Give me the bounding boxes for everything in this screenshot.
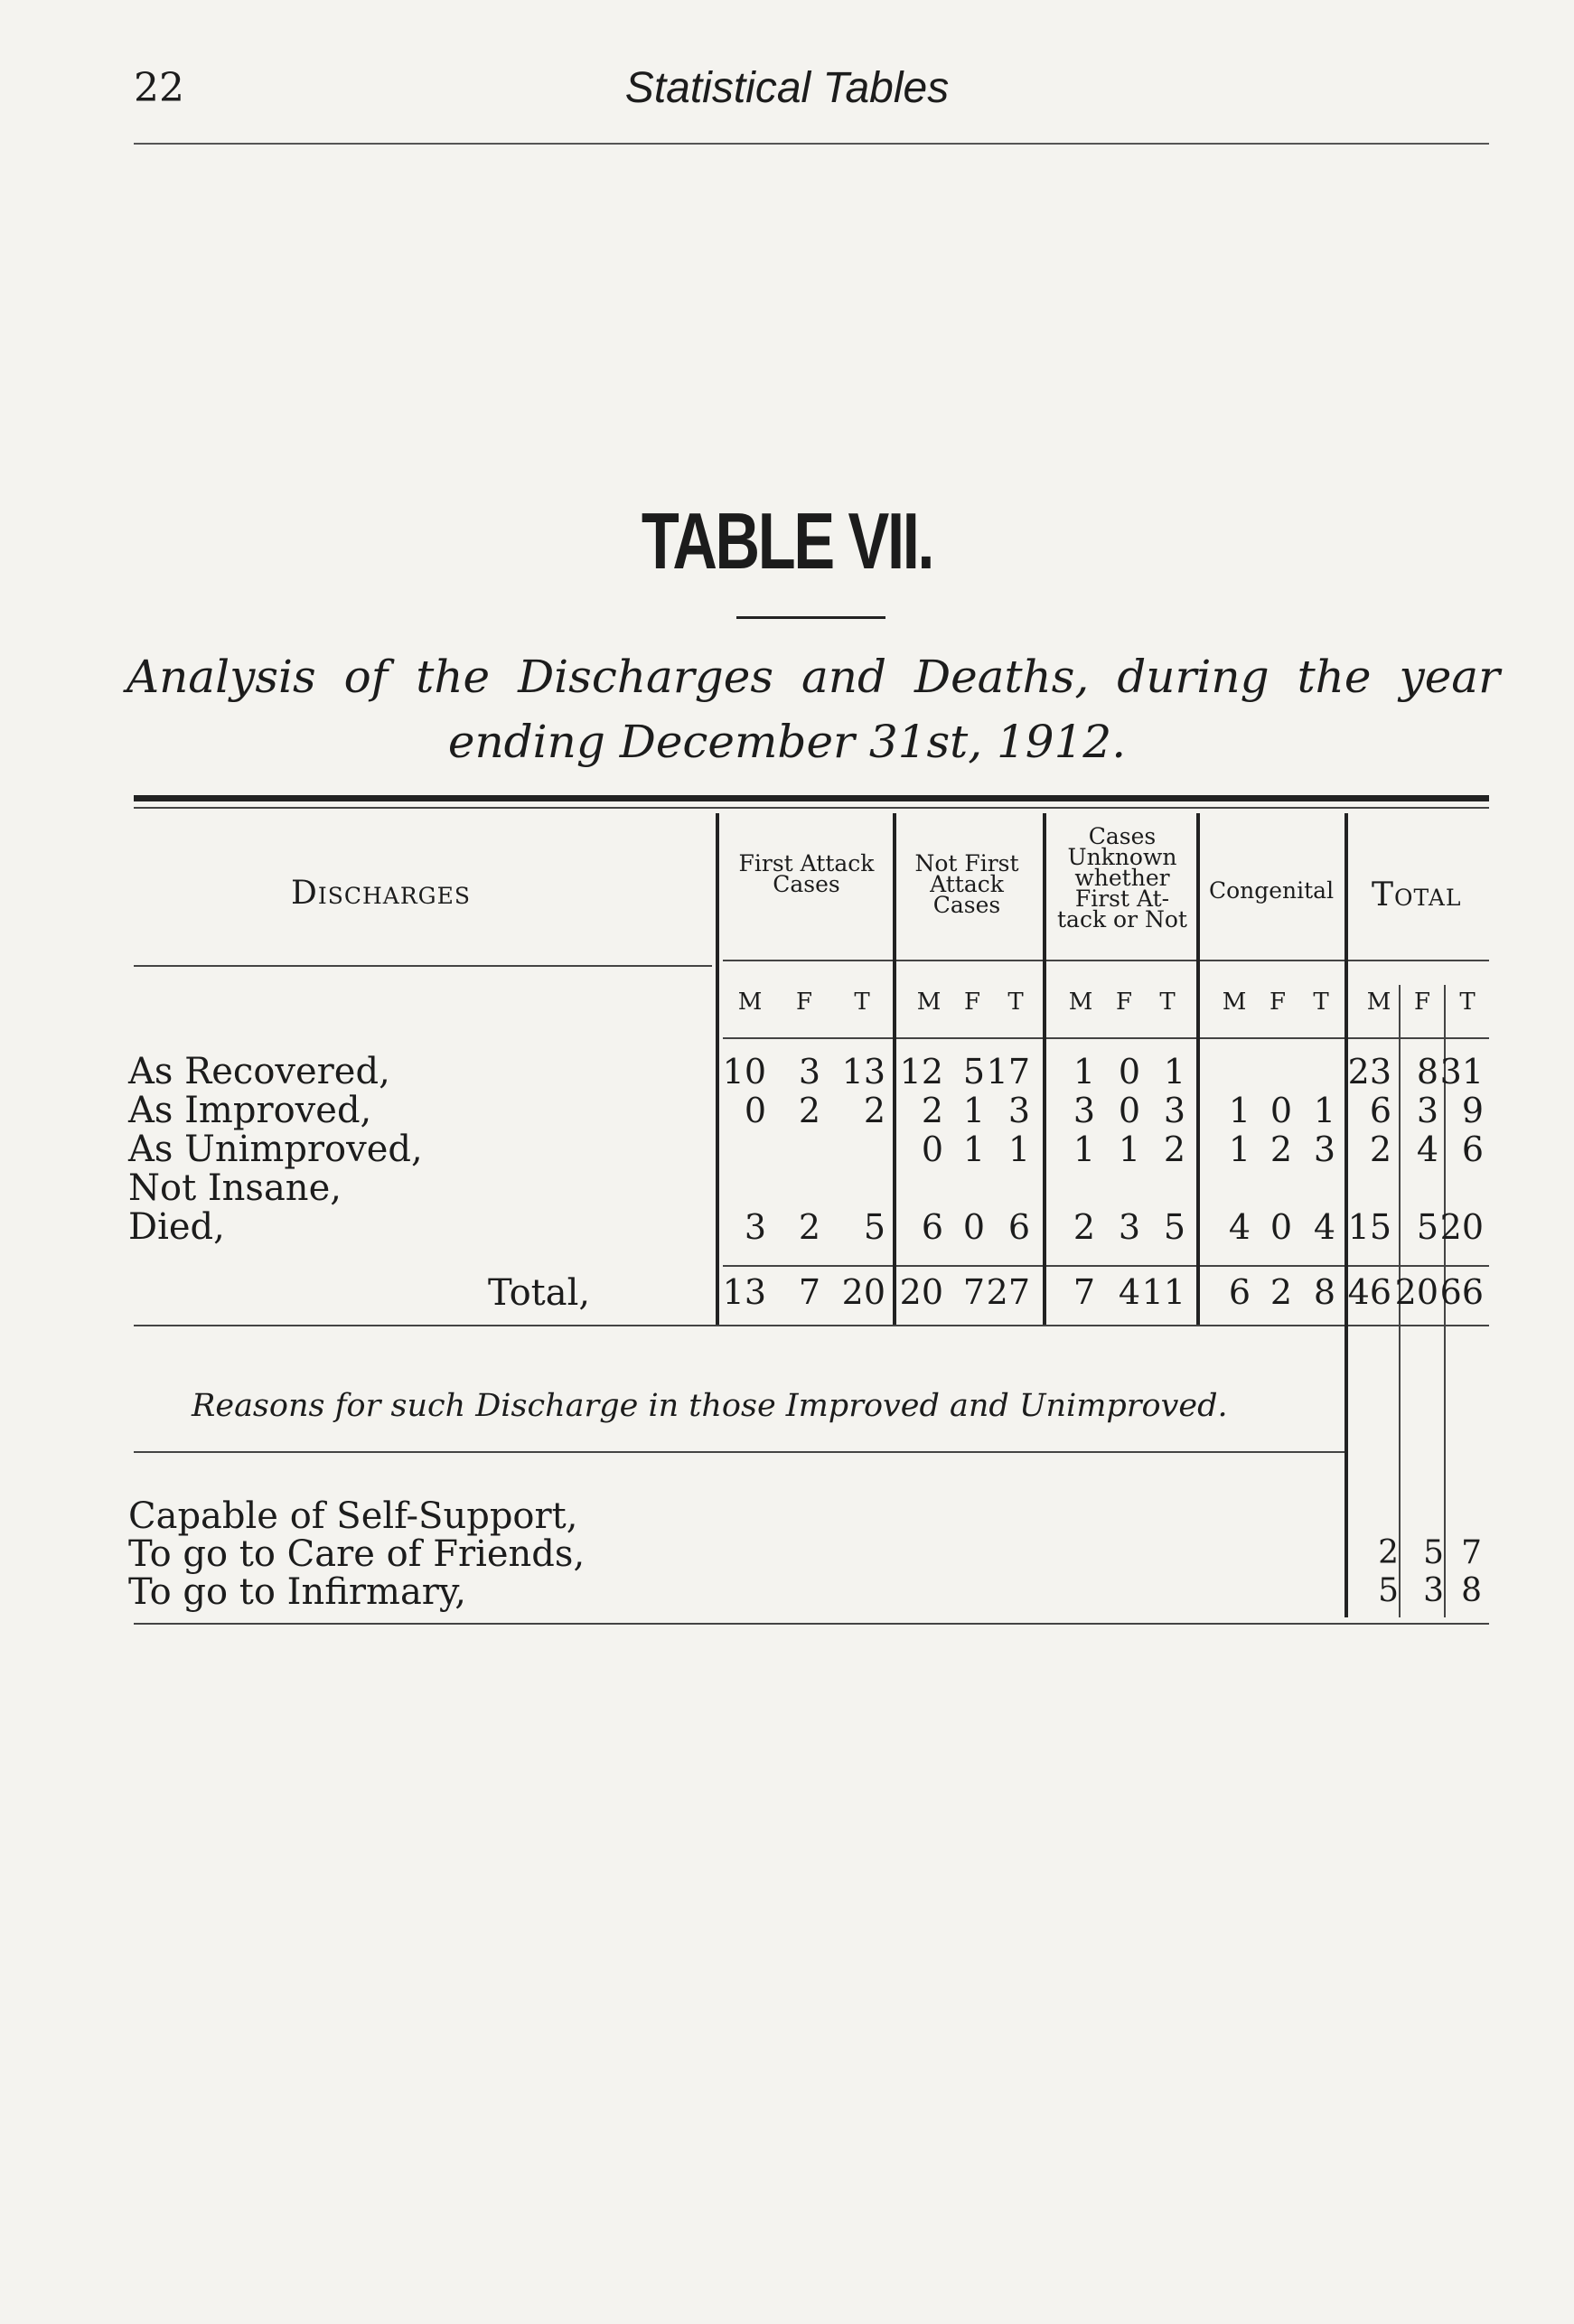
row-label: As Improved, (128, 1090, 372, 1131)
subtitle-line-2: ending December 31st, 1912. (447, 716, 1127, 768)
reason-label: To go to Infirmary, (128, 1571, 466, 1613)
mft-header: M (1222, 989, 1247, 1016)
reason-cell: 3 (1423, 1572, 1444, 1609)
reason-cell: 5 (1423, 1534, 1444, 1571)
mft-header: T (1159, 989, 1176, 1016)
row-label: As Recovered, (128, 1051, 390, 1092)
reasons-heading: Reasons for such Discharge in those Improved and Unimproved. (192, 1388, 1228, 1424)
stub-header: Discharges (291, 875, 472, 912)
table-cell: 6 (1007, 1207, 1030, 1247)
group-header-congenital: Congenital (1208, 877, 1335, 904)
table-top-rule (134, 795, 1489, 801)
mft-header: F (795, 989, 813, 1016)
table-cell: 1 (1228, 1091, 1251, 1130)
total-label: Total, (488, 1272, 591, 1314)
stub-header-rule (134, 965, 712, 967)
table-cell: 3 (744, 1207, 766, 1247)
table-cell: 3 (1007, 1091, 1030, 1130)
mft-header: F (1413, 989, 1431, 1016)
total-cell: 7 (1073, 1272, 1095, 1312)
table-cell: 1 (1163, 1052, 1185, 1092)
table-cell: 1 (1007, 1129, 1030, 1169)
total-cell: 20 (899, 1272, 943, 1312)
table-cell: 2 (921, 1091, 943, 1130)
mft-header: F (1269, 989, 1287, 1016)
table-cell: 6 (921, 1207, 943, 1247)
table-cell: 13 (841, 1052, 885, 1092)
table-cell: 5 (863, 1207, 885, 1247)
header-rule (134, 143, 1489, 145)
table-cell: 9 (1461, 1091, 1484, 1130)
reason-label: Capable of Self-Support, (128, 1495, 578, 1537)
vrule-4 (1196, 813, 1200, 1325)
page-number: 22 (134, 65, 184, 111)
total-cell: 2 (1270, 1272, 1292, 1312)
mft-header: T (1313, 989, 1329, 1016)
table-cell: 3 (1073, 1091, 1095, 1130)
table-title: TABLE VII. (641, 496, 933, 586)
table-cell: 2 (1163, 1129, 1185, 1169)
group-header-rule (723, 960, 1489, 961)
total-cell: 8 (1313, 1272, 1335, 1312)
table-cell: 3 (1416, 1091, 1438, 1130)
table-cell: 2 (798, 1091, 820, 1130)
table-cell: 0 (1270, 1091, 1292, 1130)
group-header-total: Total (1372, 876, 1462, 914)
running-head: Statistical Tables (624, 64, 950, 112)
total-cell: 4 (1118, 1272, 1140, 1312)
mft-header: M (737, 989, 763, 1016)
table-cell: 2 (1073, 1207, 1095, 1247)
table-cell: 0 (1118, 1052, 1140, 1092)
mft-header: T (1459, 989, 1476, 1016)
table-cell: 1 (1313, 1091, 1335, 1130)
total-cell: 20 (841, 1272, 885, 1312)
table-cell: 23 (1347, 1052, 1391, 1092)
table-cell: 1 (962, 1129, 985, 1169)
table-bottom-rule (134, 1325, 1489, 1326)
total-cell: 13 (722, 1272, 766, 1312)
table-cell: 6 (1369, 1091, 1391, 1130)
mft-header: F (1115, 989, 1133, 1016)
row-label: As Unimproved, (128, 1129, 423, 1170)
table-cell: 1 (1073, 1129, 1095, 1169)
subtitle-line-1: Analysis of the Discharges and Deaths, during the year (126, 651, 1500, 703)
mft-header: T (1007, 989, 1024, 1016)
table-cell: 3 (1163, 1091, 1185, 1130)
table-cell: 2 (863, 1091, 885, 1130)
table-cell: 6 (1461, 1129, 1484, 1169)
table-cell: 5 (962, 1052, 985, 1092)
title-rule (736, 616, 885, 619)
table-cell: 12 (899, 1052, 943, 1092)
table-cell: 5 (1163, 1207, 1185, 1247)
reason-cell: 8 (1461, 1572, 1482, 1609)
total-cell: 7 (798, 1272, 820, 1312)
mft-header: M (1366, 989, 1391, 1016)
table-cell: 1 (1228, 1129, 1251, 1169)
table-cell: 5 (1416, 1207, 1438, 1247)
group-header-not-first: Not First Attack Cases (914, 850, 1019, 918)
group-header-first-attack: First Attack Cases (738, 850, 875, 897)
table-cell: 3 (798, 1052, 820, 1092)
table-cell: 0 (744, 1091, 766, 1130)
table-cell: 0 (921, 1129, 943, 1169)
table-cell: 1 (1118, 1129, 1140, 1169)
table-cell: 20 (1439, 1207, 1484, 1247)
table-cell: 0 (1118, 1091, 1140, 1130)
table-cell: 17 (986, 1052, 1030, 1092)
row-label: Not Insane, (128, 1167, 342, 1209)
total-cell: 27 (986, 1272, 1030, 1312)
mft-header: M (916, 989, 942, 1016)
total-cell: 66 (1439, 1272, 1484, 1312)
table-cell: 2 (1369, 1129, 1391, 1169)
table-cell: 31 (1439, 1052, 1484, 1092)
table-cell: 1 (1073, 1052, 1095, 1092)
table-cell: 10 (722, 1052, 766, 1092)
table-cell: 0 (1270, 1207, 1292, 1247)
reason-cell: 7 (1461, 1534, 1482, 1571)
mft-header: M (1068, 989, 1093, 1016)
table-cell: 8 (1416, 1052, 1438, 1092)
mft-header: F (963, 989, 981, 1016)
table-cell: 3 (1118, 1207, 1140, 1247)
reason-cell: 5 (1378, 1572, 1399, 1609)
total-cell: 6 (1228, 1272, 1251, 1312)
mft-header: T (854, 989, 870, 1016)
pre-total-rule (723, 1265, 1489, 1267)
table-cell: 4 (1416, 1129, 1438, 1169)
final-rule (134, 1623, 1489, 1625)
total-cell: 7 (962, 1272, 985, 1312)
reason-cell: 2 (1378, 1534, 1399, 1571)
table-cell: 15 (1347, 1207, 1391, 1247)
group-header-unknown: Cases Unknown whether First At- tack or Not (1057, 823, 1187, 932)
total-cell: 20 (1394, 1272, 1438, 1312)
table-cell: 2 (798, 1207, 820, 1247)
table-cell: 0 (962, 1207, 985, 1247)
reason-label: To go to Care of Friends, (128, 1533, 586, 1575)
mft-rule (723, 1037, 1489, 1039)
table-cell: 2 (1270, 1129, 1292, 1169)
table-cell: 1 (962, 1091, 985, 1130)
table-cell: 3 (1313, 1129, 1335, 1169)
table-cell: 4 (1313, 1207, 1335, 1247)
row-label: Died, (128, 1206, 225, 1248)
reasons-rule (134, 1451, 1344, 1453)
total-cell: 46 (1347, 1272, 1391, 1312)
table-top-rule-thin (134, 807, 1489, 809)
total-cell: 11 (1141, 1272, 1185, 1312)
table-cell: 4 (1228, 1207, 1251, 1247)
